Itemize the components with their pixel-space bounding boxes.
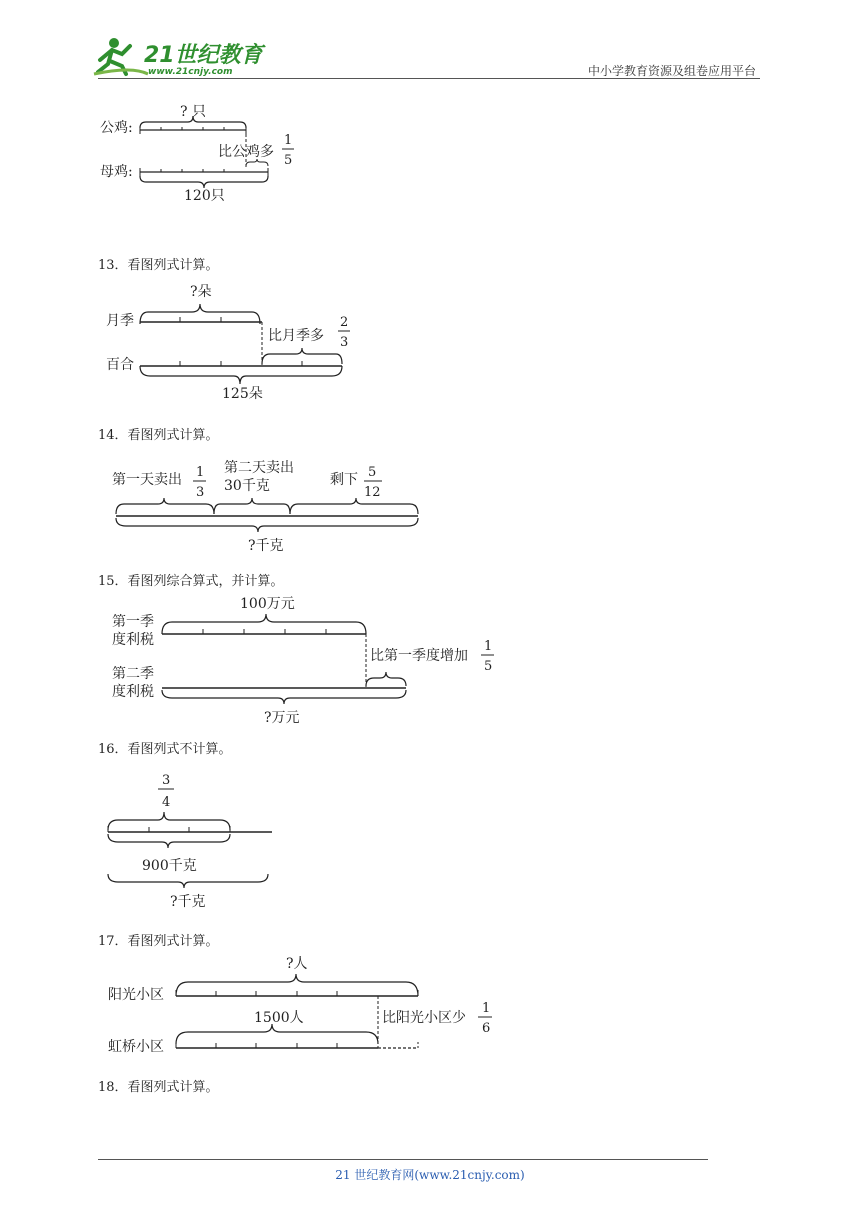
frac-den: 4	[162, 795, 171, 810]
bottom-brace	[140, 366, 342, 384]
day2-label-line1: 第二天卖出	[224, 460, 294, 476]
part-label: 900千克	[142, 858, 197, 874]
question-14-title: 14．看图列式计算。	[98, 428, 219, 443]
diagram-15	[108, 592, 508, 728]
q1-label-line2: 度利税	[112, 632, 154, 648]
frac-num: 1	[482, 1001, 491, 1016]
question-16-title: 16．看图列式不计算。	[98, 742, 232, 757]
frac-num: 1	[484, 639, 493, 654]
top-brace	[140, 304, 260, 324]
rest-den: 12	[364, 485, 381, 500]
total-label: ?千克	[170, 894, 206, 910]
site-logo	[92, 34, 267, 80]
bottom-brace	[108, 874, 268, 888]
unknown-label: ?朵	[190, 284, 212, 300]
day1-den: 3	[196, 485, 205, 500]
header-divider	[98, 78, 760, 79]
diagram-16	[100, 768, 290, 912]
part-brace	[108, 834, 230, 848]
diagram-13	[100, 280, 360, 404]
q1-value-label: 100万元	[240, 596, 295, 612]
logo-text: 21世纪教育	[144, 43, 263, 68]
compare-label: 比公鸡多	[218, 144, 274, 160]
question-18-title: 18．看图列式计算。	[98, 1080, 219, 1095]
rainbow-brace	[176, 1024, 378, 1044]
question-17-title: 17．看图列式计算。	[98, 934, 219, 949]
segment-brace-1	[116, 498, 214, 514]
frac-den: 6	[482, 1021, 491, 1036]
small-brace	[366, 672, 406, 686]
q2-label-line1: 第二季	[112, 666, 154, 682]
runner-icon	[94, 38, 148, 74]
rooster-label: 公鸡:	[100, 120, 133, 136]
diagram-17	[104, 952, 504, 1062]
unknown-label: ? 只	[180, 104, 206, 120]
rose-label: 月季	[106, 313, 134, 329]
frac-num: 2	[340, 315, 349, 330]
diagram-12	[96, 96, 316, 208]
q1-label-line1: 第一季	[112, 614, 154, 630]
day1-label: 第一天卖出	[112, 472, 182, 488]
small-brace	[246, 159, 268, 166]
footer-link[interactable]: 21 世纪教育网(www.21cnjy.com)	[335, 1168, 525, 1182]
total-label: ?千克	[248, 538, 284, 554]
compare-label: 比月季多	[268, 328, 324, 344]
segment-brace-2	[214, 498, 290, 514]
top-brace	[162, 614, 366, 634]
frac-den: 5	[284, 153, 293, 168]
bottom-brace	[116, 518, 418, 532]
rest-label: 剩下	[330, 472, 358, 488]
rest-num: 5	[368, 465, 377, 480]
bottom-brace	[140, 176, 268, 188]
top-brace	[140, 116, 246, 128]
total-label: ?万元	[264, 710, 300, 726]
hen-label: 母鸡:	[100, 164, 133, 180]
site-name: 中小学教育资源及组卷应用平台	[587, 64, 756, 78]
sun-label: 阳光小区	[108, 987, 164, 1003]
frac-den: 3	[340, 335, 349, 350]
question-13-title: 13．看图列式计算。	[98, 258, 219, 273]
day2-label-line2: 30千克	[224, 478, 270, 494]
unknown-label: ?人	[286, 956, 308, 972]
segment-brace-3	[290, 498, 418, 514]
footer-divider	[98, 1159, 708, 1160]
rainbow-value-label: 1500人	[254, 1010, 304, 1026]
lily-label: 百合	[106, 357, 134, 373]
frac-den: 5	[484, 659, 493, 674]
rainbow-label: 虹桥小区	[108, 1039, 164, 1055]
compare-label: 比第一季度增加	[370, 648, 468, 664]
day1-num: 1	[196, 465, 205, 480]
bottom-brace	[162, 690, 406, 704]
logo-url: www.21cnjy.com	[148, 67, 233, 77]
diagram-14	[106, 454, 436, 558]
frac-num: 3	[162, 773, 171, 788]
frac-num: 1	[284, 133, 293, 148]
question-15-title: 15．看图列综合算式，并计算。	[98, 574, 284, 589]
compare-label: 比阳光小区少	[382, 1010, 466, 1026]
total-label: 125朵	[222, 386, 263, 402]
top-brace	[108, 812, 230, 830]
total-label: 120只	[184, 188, 225, 204]
q2-label-line2: 度利税	[112, 684, 154, 700]
